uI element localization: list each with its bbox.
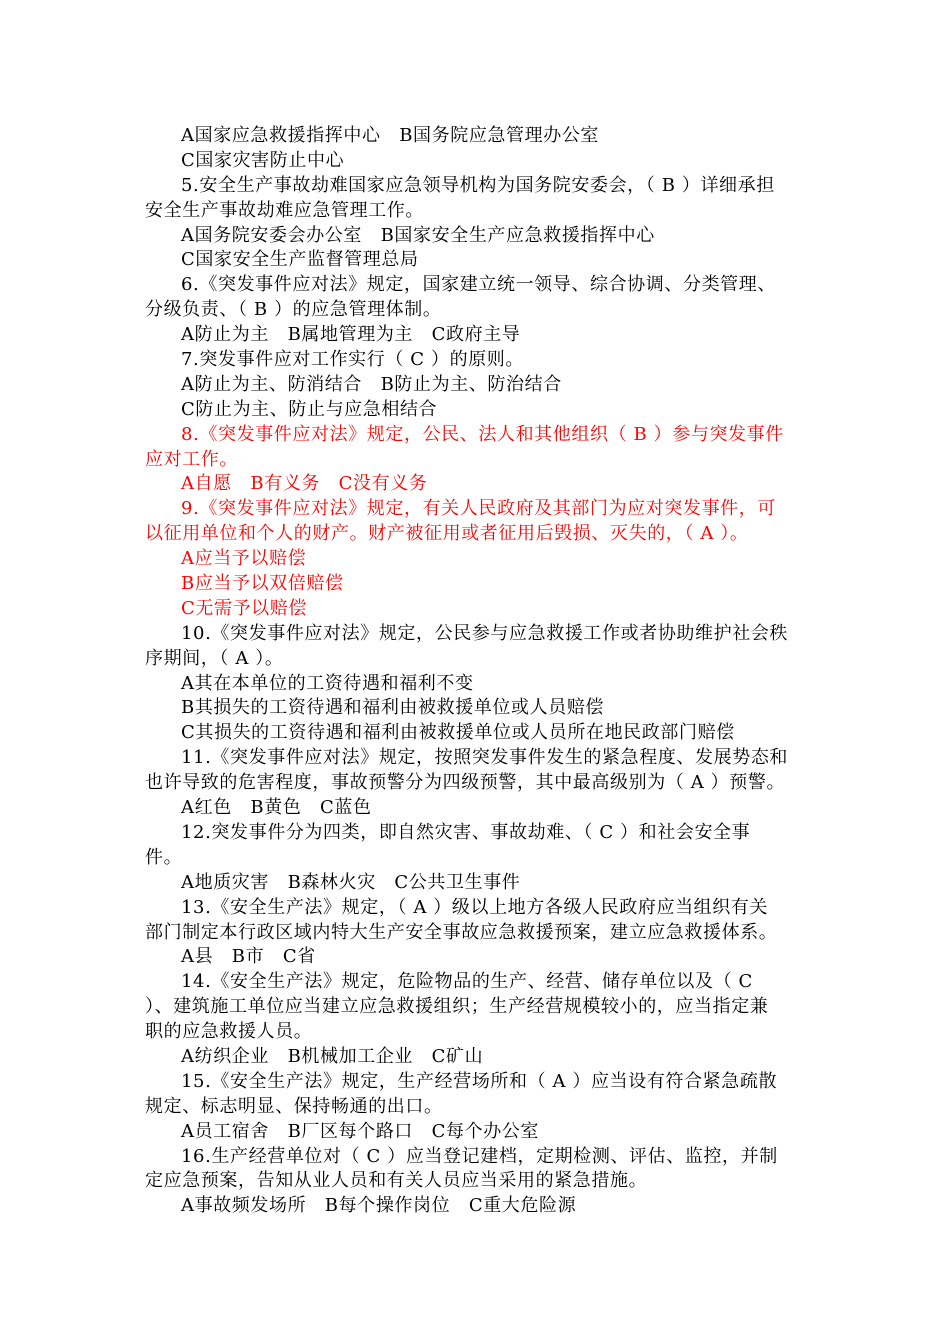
question-14-cont: 职的应急救援人员。 [145,1021,313,1043]
question-16: 16.生产经营单位对（ C ）应当登记建档，定期检测、评估、监控，并制 [181,1145,778,1167]
question-14-cont: ）、建筑施工单位应当建立应急救援组织；生产经营规模较小的，应当指定兼 [145,996,769,1018]
question-9-cont: 以征用单位和个人的财产。财产被征用或者征用后毁损、灭失的，（ A ）。 [145,523,749,545]
question-8-cont: 应对工作。 [145,448,238,470]
option-line: A县 B市 C省 [181,946,316,968]
option-line: C无需予以赔偿 [181,597,307,619]
option-line: C国家安全生产监督管理总局 [181,249,419,271]
question-13: 13.《安全生产法》规定，（ A ）级以上地方各级人民政府应当组织有关 [181,896,769,918]
option-line: A其在本单位的工资待遇和福利不变 [181,672,474,694]
question-9: 9.《突发事件应对法》规定，有关人民政府及其部门为应对突发事件，可 [181,498,776,520]
option-line: A红色 B黄色 C蓝色 [181,797,372,819]
option-line: A员工宿舍 B厂区每个路口 C每个办公室 [181,1120,539,1142]
option-line: A地质灾害 B森林火灾 C公共卫生事件 [181,871,521,893]
question-10: 10.《突发事件应对法》规定，公民参与应急救援工作或者协助维护社会秩 [181,622,789,644]
question-13-cont: 部门制定本行政区域内特大生产安全事故应急救援预案，建立应急救援体系。 [145,921,778,943]
question-7: 7.突发事件应对工作实行（ C ）的原则。 [181,349,524,371]
question-6: 6.《突发事件应对法》规定，国家建立统一领导、综合协调、分类管理、 [181,274,776,296]
question-15: 15.《安全生产法》规定，生产经营场所和（ A ）应当设有符合紧急疏散 [181,1070,778,1092]
option-line: C其损失的工资待遇和福利由被救援单位或人员所在地民政部门赔偿 [181,722,735,744]
question-12-cont: 件。 [145,846,183,868]
option-line: A自愿 B有义务 C没有义务 [181,473,428,495]
option-line: A事故频发场所 B每个操作岗位 C重大危险源 [181,1195,577,1217]
question-16-cont: 定应急预案，告知从业人员和有关人员应当采用的紧急措施。 [145,1170,648,1192]
question-11-cont: 也许导致的危害程度，事故预警分为四级预警，其中最高级别为（ A ）预警。 [145,772,786,794]
option-line: C国家灾害防止中心 [181,149,345,171]
question-5: 5.安全生产事故劫难国家应急领导机构为国务院安委会，（ B ）详细承担 [181,174,775,196]
question-8: 8.《突发事件应对法》规定，公民、法人和其他组织（ B ）参与突发事件 [181,423,784,445]
option-line: C防止为主、防止与应急相结合 [181,398,438,420]
document-body [145,124,805,1219]
option-line: A国务院安委会办公室 B国家安全生产应急救援指挥中心 [181,224,655,246]
option-line: A防止为主、防消结合 B防止为主、防治结合 [181,373,562,395]
question-12: 12.突发事件分为四类，即自然灾害、事故劫难、（ C ）和社会安全事 [181,821,751,843]
question-11: 11.《突发事件应对法》规定，按照突发事件发生的紧急程度、发展势态和 [181,747,789,769]
question-15-cont: 规定、标志明显、保持畅通的出口。 [145,1095,443,1117]
question-5-cont: 安全生产事故劫难应急管理工作。 [145,199,424,221]
question-10-cont: 序期间，（ A ）。 [145,647,284,669]
option-line: A纺织企业 B机械加工企业 C矿山 [181,1045,484,1067]
option-line: B其损失的工资待遇和福利由被救援单位或人员赔偿 [181,697,605,719]
option-line: B应当予以双倍赔偿 [181,573,344,595]
question-6-cont: 分级负责、（ B ）的应急管理体制。 [145,299,442,321]
option-line: A应当予以赔偿 [181,548,307,570]
question-14: 14.《安全生产法》规定，危险物品的生产、经营、储存单位以及（ C [181,971,753,993]
option-line: A国家应急救援指挥中心 B国务院应急管理办公室 [181,125,600,146]
option-line: A防止为主 B属地管理为主 C政府主导 [181,324,521,346]
